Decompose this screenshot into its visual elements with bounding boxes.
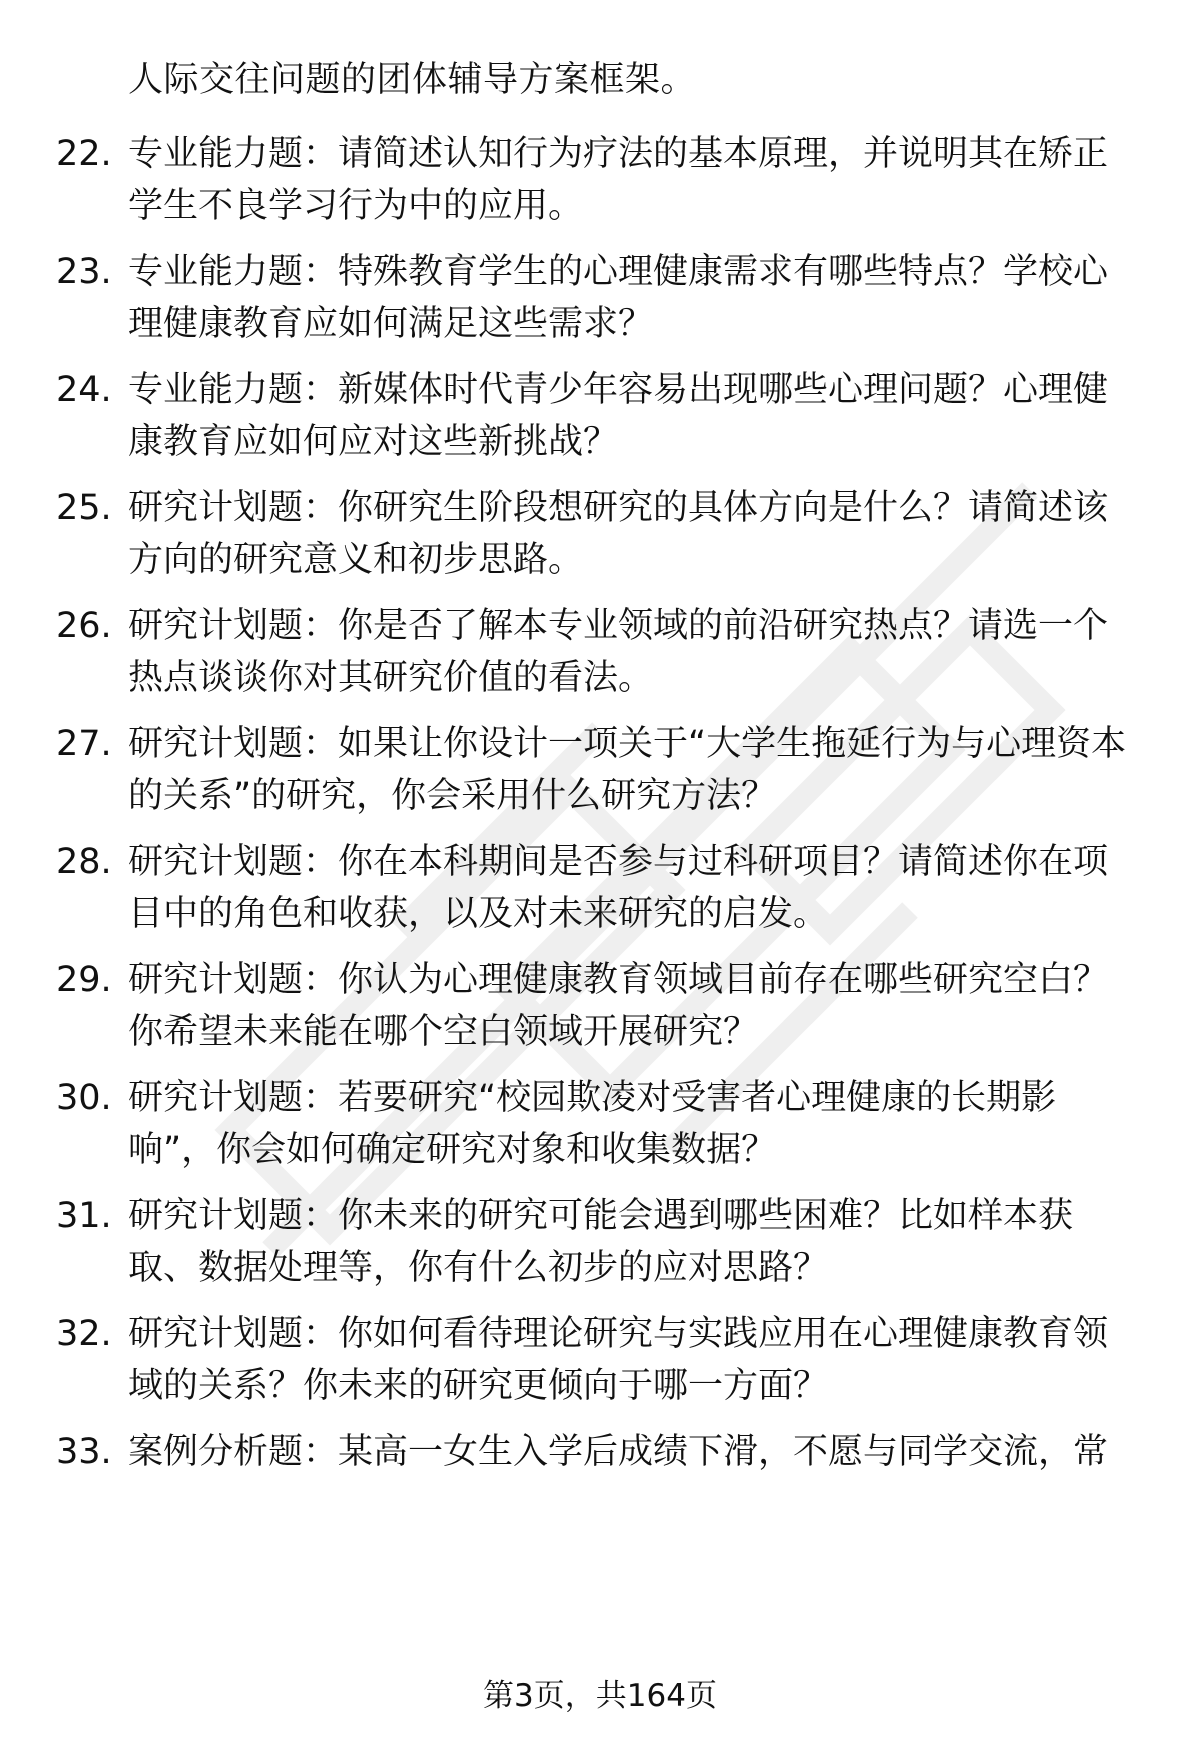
page-footer: 第3页，共164页 (483, 1678, 717, 1714)
list-item-text: 专业能力题：特殊教育学生的心理健康需求有哪些特点？学校心理健康教育应如何满足这些需求？ (128, 252, 1109, 344)
list-item-text: 研究计划题：若要研究“校园欺凌对受害者心理健康的长期影响”，你会如何确定研究对象和收集数据？ (128, 1078, 1057, 1170)
list-item-text: 研究计划题：你在本科期间是否参与过科研项目？请简述你在项目中的角色和收获，以及对未来研究的启发。 (128, 842, 1109, 934)
list-item-text: 研究计划题：你认为心理健康教育领域目前存在哪些研究空白？你希望未来能在哪个空白领域开展研究？ (128, 960, 1109, 1052)
list-item-number: 31. (56, 1196, 112, 1236)
list-item-number: 22. (56, 134, 112, 174)
list-item-number: 32. (56, 1314, 112, 1354)
list-item-text: 研究计划题：你未来的研究可能会遇到哪些困难？比如样本获取、数据处理等，你有什么初步的应对思路？ (128, 1196, 1074, 1288)
list-item-number: 24. (56, 370, 112, 410)
list-item-number: 25. (56, 488, 112, 528)
list-item-text: 专业能力题：新媒体时代青少年容易出现哪些心理问题？心理健康教育应如何应对这些新挑战？ (128, 370, 1109, 462)
list-item-number: 28. (56, 842, 112, 882)
list-item-text: 研究计划题：你是否了解本专业领域的前沿研究热点？请选一个热点谈谈你对其研究价值的看法。 (128, 606, 1109, 698)
list-item-text: 研究计划题：如果让你设计一项关于“大学生拖延行为与心理资本的关系”的研究，你会采用什么研究方法？ (128, 724, 1127, 816)
list-item-text: 研究计划题：你研究生阶段想研究的具体方向是什么？请简述该方向的研究意义和初步思路。 (128, 488, 1109, 580)
list-item-number: 23. (56, 252, 112, 292)
list-item-number: 29. (56, 960, 112, 1000)
list-item-number: 33. (56, 1432, 112, 1472)
list-item-text: 案例分析题：某高一女生入学后成绩下滑，不愿与同学交流，常 (128, 1432, 1109, 1472)
list-item-number: 30. (56, 1078, 112, 1118)
list-item-text: 专业能力题：请简述认知行为疗法的基本原理，并说明其在矫正学生不良学习行为中的应用。 (128, 134, 1109, 226)
intro-continuation-line: 人际交往问题的团体辅导方案框架。 (128, 60, 697, 100)
list-item-number: 27. (56, 724, 112, 764)
list-item-number: 26. (56, 606, 112, 646)
list-item-text: 研究计划题：你如何看待理论研究与实践应用在心理健康教育领域的关系？你未来的研究更倾向于哪一方面？ (128, 1314, 1109, 1406)
